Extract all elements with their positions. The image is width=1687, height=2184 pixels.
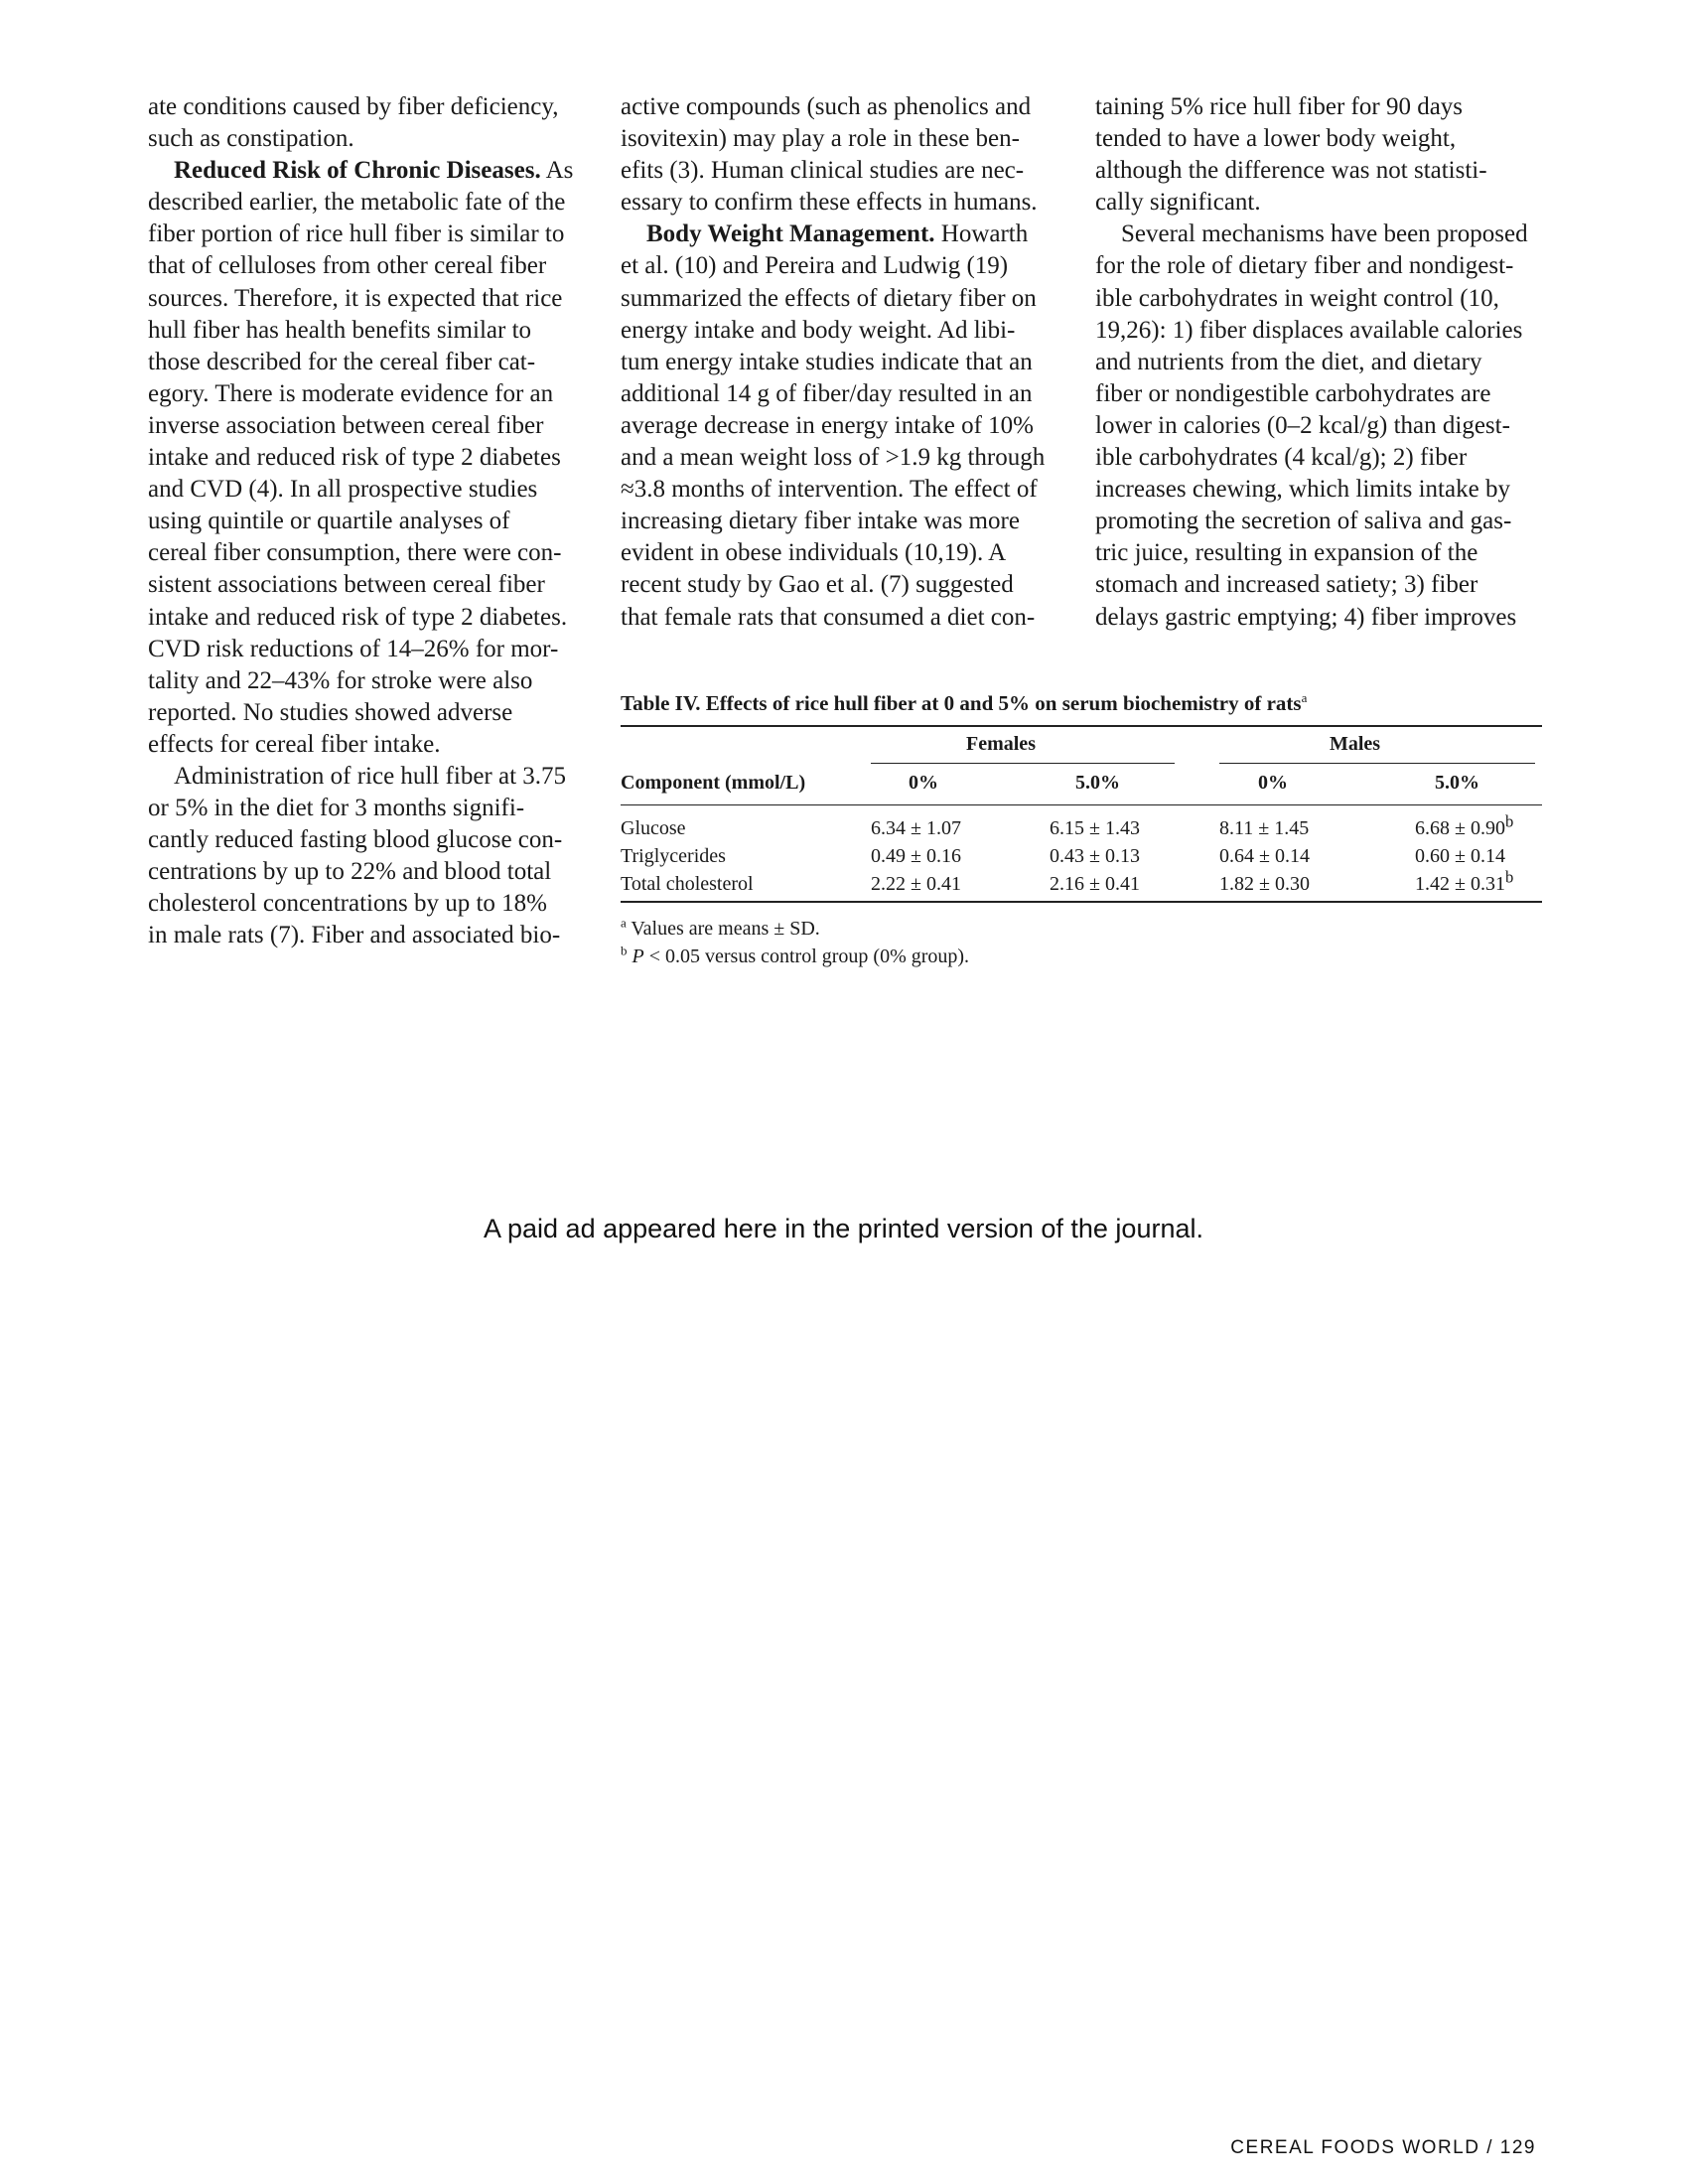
paragraph	[621, 91, 1063, 218]
text-line: and a mean weight loss of >1.9 kg through	[621, 444, 1046, 472]
text-column-1	[148, 91, 591, 952]
text-line: intake and reduced risk of type 2 diabetes	[148, 444, 561, 472]
cell-value: 0.49 ± 0.16	[871, 845, 961, 867]
text-line: stomach and increased satiety; 3) fiber	[1095, 571, 1478, 599]
cell-value: 0.43 ± 0.13	[1050, 845, 1140, 867]
text-column-2	[621, 91, 1063, 634]
table-notes	[621, 915, 1542, 970]
row-label: Total cholesterol	[621, 873, 754, 895]
text-line: in male rats (7). Fiber and associated bio-	[148, 922, 561, 949]
table-note-b: $^b$ P < 0.05 versus control group (0% group).	[621, 943, 970, 967]
cell-value: 6.34 ± 1.07	[871, 817, 961, 839]
text-line: fiber or nondigestible carbohydrates are	[1095, 379, 1491, 407]
group-males: Males	[1330, 733, 1381, 755]
text-line: isovitexin) may play a role in these ben-	[621, 125, 1020, 153]
text-line: cally significant.	[1095, 189, 1261, 217]
text-line: that of celluloses from other cereal fiber	[148, 252, 547, 280]
text-line: As	[540, 157, 574, 185]
text-line: Administration of rice hull fiber at 3.75	[174, 762, 567, 790]
row-label: Glucose	[621, 817, 686, 839]
text-line: tum energy intake studies indicate that an	[621, 348, 1033, 375]
significance-mark: b	[1504, 867, 1514, 887]
text-line: evident in obese individuals (10,19). A	[621, 539, 1007, 567]
text-line: that female rats that consumed a diet con-	[621, 603, 1036, 631]
text-line: hull fiber has health benefits similar to	[148, 316, 532, 344]
text-line: centrations by up to 22% and blood total	[148, 858, 552, 886]
paragraph	[621, 218, 1063, 633]
text-line: cereal fiber consumption, there were con-	[148, 539, 562, 567]
text-line: delays gastric emptying; 4) fiber improves	[1095, 603, 1517, 631]
text-line: CVD risk reductions of 14–26% for mor-	[148, 635, 559, 662]
text-line: Howarth	[934, 220, 1029, 248]
text-column-3	[1095, 91, 1542, 634]
table-cell	[871, 873, 961, 896]
text-line: tric juice, resulting in expansion of the	[1095, 539, 1478, 567]
table-cell	[1050, 817, 1140, 840]
paragraph	[148, 155, 591, 761]
text-line: tended to have a lower body weight,	[1095, 125, 1457, 153]
paragraph	[148, 91, 591, 155]
text-line: and nutrients from the diet, and dietary	[1095, 348, 1482, 375]
text-line: using quintile or quartile analyses of	[148, 508, 510, 535]
page-footer: CEREAL FOODS WORLD / 129	[1230, 2137, 1536, 2158]
group-females: Females	[966, 733, 1036, 755]
header-male-0: 0%	[1258, 772, 1288, 794]
section-heading: Reduced Risk of Chronic Diseases.	[174, 157, 541, 185]
header-female-5: 5.0%	[1075, 772, 1120, 794]
table-bottom-rule	[621, 901, 1542, 903]
text-line: such as constipation.	[148, 125, 354, 153]
text-line: average decrease in energy intake of 10%	[621, 411, 1034, 439]
table-group-header	[621, 727, 1542, 765]
cell-value: 0.60 ± 0.14	[1415, 845, 1505, 867]
text-line: lower in calories (0–2 kcal/g) than digest-	[1095, 411, 1510, 439]
text-line: effects for cereal fiber intake.	[148, 730, 441, 758]
header-female-0: 0%	[909, 772, 938, 794]
text-line: ible carbohydrates in weight control (10,	[1095, 284, 1499, 312]
paragraph	[148, 761, 591, 952]
table-cell	[1050, 873, 1140, 896]
text-line: increases chewing, which limits intake by	[1095, 476, 1510, 504]
text-line: promoting the secretion of saliva and gas-	[1095, 508, 1512, 535]
paragraph	[1095, 91, 1542, 218]
text-line: taining 5% rice hull fiber for 90 days	[1095, 93, 1464, 120]
text-line: those described for the cereal fiber cat-	[148, 348, 536, 375]
cell-value: 2.22 ± 0.41	[871, 873, 961, 895]
table-body	[621, 805, 1542, 901]
text-line: and CVD (4). In all prospective studies	[148, 476, 538, 504]
text-line: 19,26): 1) fiber displaces available calories	[1095, 316, 1523, 344]
table-cell	[1219, 817, 1309, 840]
cell-value: 1.42 ± 0.31	[1415, 873, 1505, 895]
text-line: efits (3). Human clinical studies are nec-	[621, 157, 1025, 185]
table-cell	[1415, 845, 1505, 868]
row-label: Triglycerides	[621, 845, 726, 867]
text-line: for the role of dietary fiber and nondigest-	[1095, 252, 1514, 280]
text-line: summarized the effects of dietary fiber on	[621, 284, 1037, 312]
table-iv	[621, 689, 1542, 970]
text-line: sources. Therefore, it is expected that rice	[148, 284, 563, 312]
text-line: cantly reduced fasting blood glucose con-	[148, 826, 563, 854]
text-line: intake and reduced risk of type 2 diabetes.	[148, 603, 568, 631]
table-row	[621, 811, 1542, 843]
text-line: essary to confirm these effects in humans.	[621, 189, 1038, 217]
text-line: energy intake and body weight. Ad libi-	[621, 316, 1016, 344]
paragraph	[1095, 218, 1542, 633]
table-cell	[1219, 845, 1310, 868]
text-line: inverse association between cereal fiber	[148, 411, 544, 439]
text-line: ible carbohydrates (4 kcal/g); 2) fiber	[1095, 444, 1468, 472]
text-line: Several mechanisms have been proposed	[1121, 220, 1528, 248]
text-line: ≈3.8 months of intervention. The effect of	[621, 476, 1038, 504]
males-underline	[1219, 763, 1535, 764]
table-cell	[871, 817, 961, 840]
cell-value: 1.82 ± 0.30	[1219, 873, 1310, 895]
text-line: sistent associations between cereal fiber	[148, 571, 545, 599]
header-male-5: 5.0%	[1435, 772, 1479, 794]
table-header-row	[621, 765, 1542, 804]
table-cell	[871, 845, 961, 868]
table-cell	[1415, 867, 1514, 896]
text-line: et al. (10) and Pereira and Ludwig (19)	[621, 252, 1009, 280]
table-caption: Table IV. Effects of rice hull fiber at 0 and 5% on serum biochemistry of rats$^a$	[621, 690, 1308, 715]
significance-mark: b	[1504, 811, 1514, 831]
header-component: Component (mmol/L)	[621, 772, 806, 794]
text-line: although the difference was not statisti-	[1095, 157, 1487, 185]
text-line: reported. No studies showed adverse	[148, 698, 513, 726]
text-line: cholesterol concentrations by up to 18%	[148, 890, 547, 918]
table-row	[621, 843, 1542, 871]
text-line: increasing dietary fiber intake was more	[621, 508, 1020, 535]
table-cell	[1219, 873, 1310, 896]
text-line: described earlier, the metabolic fate of the	[148, 189, 566, 217]
text-line: or 5% in the diet for 3 months signifi-	[148, 795, 525, 822]
text-line: ate conditions caused by fiber deficiency,	[148, 93, 559, 120]
cell-value: 2.16 ± 0.41	[1050, 873, 1140, 895]
ad-placeholder-note: A paid ad appeared here in the printed version of the journal.	[483, 1214, 1203, 1243]
text-line: fiber portion of rice hull fiber is similar to	[148, 220, 565, 248]
table-row	[621, 867, 1542, 899]
cell-value: 8.11 ± 1.45	[1219, 817, 1310, 839]
females-underline	[871, 763, 1175, 764]
text-line: recent study by Gao et al. (7) suggested	[621, 571, 1014, 599]
table-cell	[1050, 845, 1140, 868]
table-note-a: $^a$ Values are means ± SD.	[621, 915, 820, 940]
section-heading: Body Weight Management.	[646, 220, 935, 248]
cell-value: 6.68 ± 0.90	[1415, 817, 1505, 839]
text-line: egory. There is moderate evidence for an	[148, 379, 554, 407]
text-line: active compounds (such as phenolics and	[621, 93, 1032, 120]
cell-value: 0.64 ± 0.14	[1219, 845, 1310, 867]
text-line: additional 14 g of fiber/day resulted in an	[621, 379, 1033, 407]
cell-value: 6.15 ± 1.43	[1050, 817, 1140, 839]
table-cell	[1415, 811, 1514, 840]
text-line: tality and 22–43% for stroke were also	[148, 666, 533, 694]
